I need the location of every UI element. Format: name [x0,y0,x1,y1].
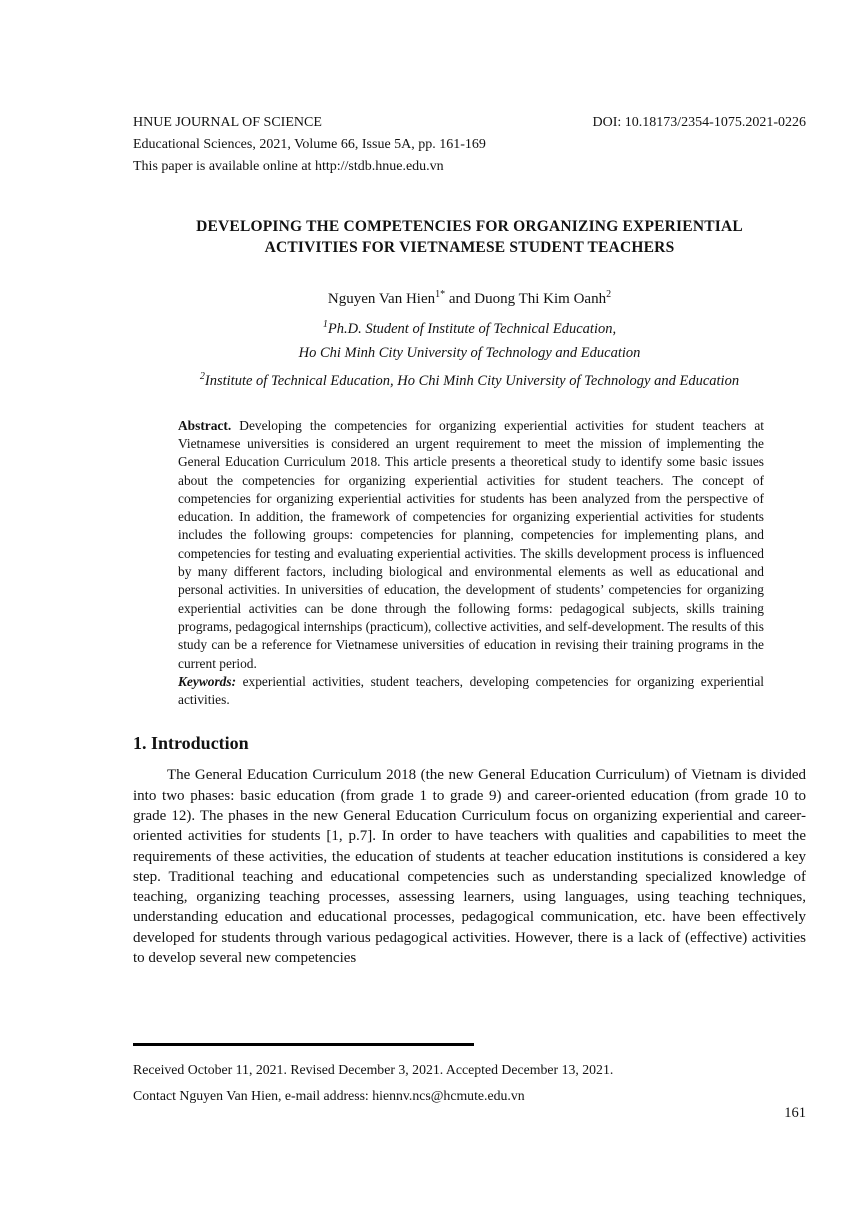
author-1: Nguyen Van Hien [327,291,436,307]
issue-line: Educational Sciences, 2021, Volume 66, Issue 5A, pp. 161-169 [133,137,486,152]
availability-line: This paper is available online at http://stdb.hnue.edu.vn [133,159,444,174]
page-number: 161 [784,1105,806,1121]
authors-line [133,285,806,309]
affiliations [133,313,806,393]
footnote-contact-line: Contact Nguyen Van Hien, e-mail address: hiennv.ncs@hcmute.edu.vn [133,1088,525,1103]
journal-header-row [133,112,806,134]
footnote-received-line: Received October 11, 2021. Revised December 3, 2021. Accepted December 13, 2021. [133,1062,614,1077]
footnote [133,1043,806,1106]
abstract-paragraph [178,417,764,673]
paper-title-line1: DEVELOPING THE COMPETENCIES FOR ORGANIZING EXPERIENTIAL [196,218,743,235]
keywords-text: experiential activities, student teachers, developing competencies for organizing experiential activities. [178,673,764,708]
affiliation-2-text: Ho Chi Minh City University of Technology and Education [298,344,641,361]
section-heading-introduction: 1. Introduction [133,733,249,754]
journal-name: HNUE JOURNAL OF SCIENCE [133,115,322,130]
affiliation-line-1 [133,313,806,341]
author-2-superscript: 2 [606,289,612,300]
paper-title-line2: ACTIVITIES FOR VIETNAMESE STUDENT TEACHERS [264,239,675,256]
author-1-superscript: 1* [435,289,446,300]
abstract-text: Developing the competencies for organizing experiential activities for student teachers at Vietnamese universities is considered an urgent requirement to meet the mission of implementing the General Education Curriculum 2018. This article presents a theoretical study to identify some basic issues about the competencies for organizing experiential activities for student teachers. The concept of competencies for organizing experiential activities for students has been analyzed from the perspective of education. In addition, the framework of competencies for organizing experiential activities for students includes the following groups: competencies for planning, competencies for implementing plans, and competencies for testing and evaluating experiential activities. The skills development process is influenced by many different factors, including biological and environmental elements as well as educational and personal activities. In universities of education, the development of students’ competencies for organizing experiential activities can be done through the following forms: pedagogical subjects, skills training programs, pedagogical internships (practicum), collective activities, and self-development. The results of this study can be a reference for Vietnamese universities of education in revising their training programs in the current period. [178,417,764,671]
footnote-rule [133,1043,474,1046]
affiliation-1-text: Ph.D. Student of Institute of Technical Education, [327,320,617,337]
author-2: Duong Thi Kim Oanh [474,291,607,307]
affiliation-line-3 [133,365,806,393]
paper-title [133,216,806,258]
abstract-block [178,417,764,710]
keywords-paragraph [178,673,764,710]
page-content [133,112,806,968]
affiliation-1-superscript: 1 [322,319,328,330]
abstract-label: Abstract. [178,417,232,433]
introduction-paragraph: The General Education Curriculum 2018 (the new General Education Curriculum) of Vietnam is divided into two phases: basic education (from grade 1 to grade 9) and career-oriented education (from grade 10 to grade 12). The phases in the new General Education Curriculum focus on organizing experiential and career-oriented activities for students [1, p.7]. In order to have teachers with qualities and capabilities to meet the requirements of these activities, the education of students at teacher education institutions is considered a key step. Traditional teaching and educational competencies such as understanding specialized knowledge of teaching, organizing teaching processes, assessing learners, using languages, using teaching techniques, understanding education and educational processes, pedagogical communication, etc. have been effectively developed for students through various pedagogical activities. However, there is a lack of (effective) activities to develop several new competencies [133,767,806,967]
doi: DOI: 10.18173/2354-1075.2021-0226 [592,115,806,130]
affiliation-3-text: Institute of Technical Education, Ho Chi Minh City University of Technology and Education [204,372,740,389]
journal-header [133,112,806,178]
authors-separator: and [445,291,475,307]
affiliation-line-2 [133,341,806,365]
keywords-label: Keywords: [178,673,237,689]
affiliation-3-superscript: 2 [199,370,205,382]
